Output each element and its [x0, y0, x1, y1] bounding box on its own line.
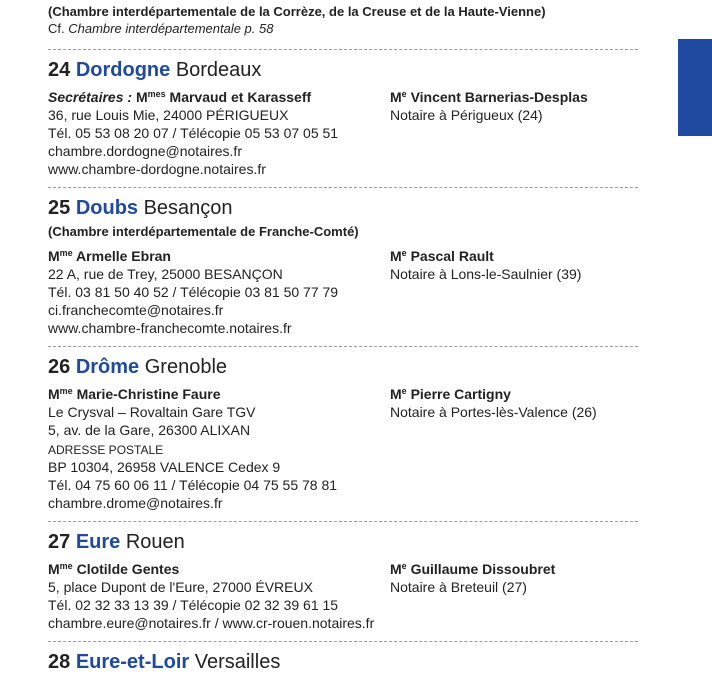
department-entry — [48, 50, 638, 187]
previous-entry-note — [48, 0, 638, 37]
contact-name: $M^{me}$ Marie-Christine Faure — [48, 386, 221, 402]
president-details — [390, 85, 638, 178]
email-web-line: chambre.eure@notaires.fr / www.cr-rouen.notaires.fr — [48, 615, 375, 631]
president-name: Me Vincent Barnerias-Desplas — [390, 89, 588, 105]
court-city: Rouen — [125, 531, 185, 553]
president-details — [390, 557, 638, 632]
president-name: Me Guillaume Dissoubret — [390, 561, 556, 577]
department-entry — [48, 642, 638, 686]
directory-page — [48, 0, 638, 686]
department-heading — [48, 529, 638, 555]
phone-fax-line: Tél. 05 53 08 20 07 / Télécopie 05 53 07 05 51 — [48, 125, 339, 141]
department-number: 24 — [48, 59, 71, 81]
department-heading — [48, 57, 638, 83]
president-details — [390, 244, 638, 337]
contact-name: $M^{me}$ Clotilde Gentes — [48, 561, 180, 577]
department-heading — [48, 649, 638, 675]
department-entry — [48, 188, 638, 346]
postal-address-label: ADRESSE POSTALE — [48, 443, 164, 457]
website-link[interactable]: www.chambre-franchecomte.notaires.fr — [48, 320, 292, 336]
phone-fax-line: Tél. 02 32 33 13 39 / Télécopie 02 32 39 61 15 — [48, 597, 339, 613]
contact-details — [48, 557, 390, 632]
email-link[interactable]: chambre.drome@notaires.fr — [48, 495, 223, 511]
department-name: Eure — [75, 531, 121, 553]
president-role: Notaire à Lons-le-Saulnier (39) — [390, 266, 582, 282]
address-line: 22 A, rue de Trey, 25000 BESANÇON — [48, 266, 283, 282]
address-line: 5, place Dupont de l'Eure, 27000 ÉVREUX — [48, 579, 313, 595]
chamber-note: (Chambre interdépartementale de Franche-Comté) — [48, 224, 359, 239]
department-number: 28 — [48, 651, 71, 673]
president-role: Notaire à Portes-lès-Valence (26) — [390, 404, 597, 420]
department-number: 25 — [48, 197, 71, 219]
department-number: 27 — [48, 531, 71, 553]
address-line: 5, av. de la Gare, 26300 ALIXAN — [48, 422, 251, 438]
president-role: Notaire à Breteuil (27) — [390, 579, 527, 595]
postal-address-line: BP 10304, 26958 VALENCE Cedex 9 — [48, 459, 281, 475]
department-entry — [48, 347, 638, 521]
president-name: Me Pierre Cartigny — [390, 386, 511, 402]
address-line: Le Crysval – Rovaltain Gare TGV — [48, 404, 256, 420]
phone-fax-line: Tél. 03 81 50 40 52 / Télécopie 03 81 50 77 79 — [48, 284, 339, 300]
department-name: Drôme — [75, 356, 140, 378]
contact-details — [48, 244, 390, 337]
department-number: 26 — [48, 356, 71, 378]
department-heading — [48, 195, 638, 221]
address-line: 36, rue Louis Mie, 24000 PÉRIGUEUX — [48, 107, 289, 123]
email-link[interactable]: chambre.dordogne@notaires.fr — [48, 143, 242, 159]
contact-details — [48, 382, 390, 512]
president-role: Notaire à Périgueux (24) — [390, 107, 543, 123]
email-link[interactable]: chambre.eure@notaires.fr — [48, 615, 211, 631]
phone-fax-line: Tél. 04 75 60 06 11 / Télécopie 04 75 55 78 81 — [48, 477, 338, 493]
contact-details — [48, 85, 390, 178]
website-link[interactable]: www.chambre-dordogne.notaires.fr — [48, 161, 266, 177]
email-link[interactable]: ci.franchecomte@notaires.fr — [48, 302, 224, 318]
court-city: Versailles — [194, 651, 281, 673]
website-link[interactable]: www.cr-rouen.notaires.fr — [222, 615, 375, 631]
contact-name: $M^{me}$ Armelle Ebran — [48, 248, 171, 264]
court-city: Bordeaux — [175, 59, 262, 81]
department-entry — [48, 522, 638, 641]
contact-name: Secrétaires : $M^{mes}$ Marvaud et Karasseff — [48, 89, 312, 105]
department-name: Eure-et-Loir — [75, 651, 190, 673]
chamber-line: (Chambre interdépartementale de la Corrèze, de la Creuse et de la Haute-Vienne) — [48, 4, 546, 19]
department-name: Dordogne — [75, 59, 171, 81]
cross-reference: Cf. Chambre interdépartementale p. 58 — [48, 21, 274, 36]
president-name: Me Pascal Rault — [390, 248, 494, 264]
president-details — [390, 382, 638, 512]
department-heading — [48, 354, 638, 380]
court-city: Grenoble — [144, 356, 228, 378]
court-city: Besançon — [143, 197, 233, 219]
department-name: Doubs — [75, 197, 139, 219]
section-tab — [678, 39, 712, 136]
